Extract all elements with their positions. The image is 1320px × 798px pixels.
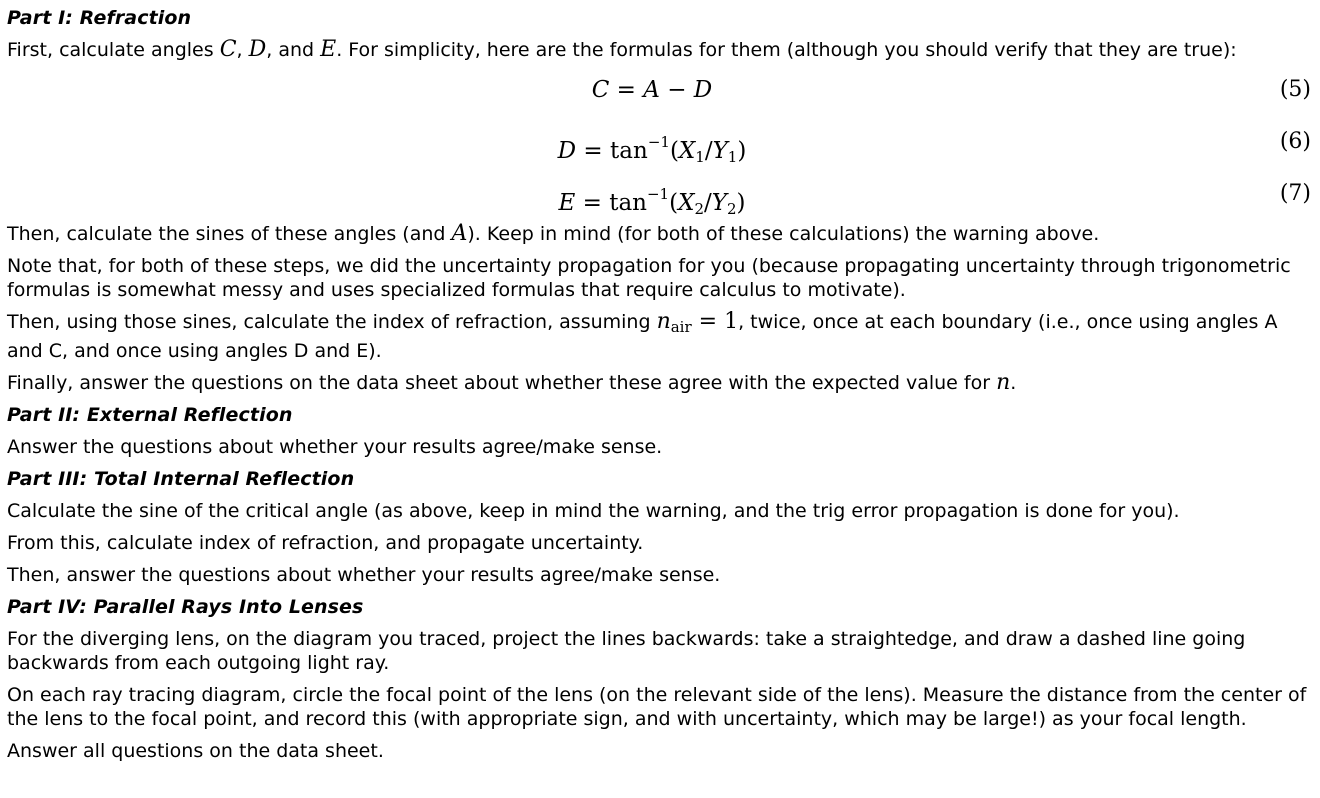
part2-text: Answer the questions about whether your results agree/make sense.	[7, 436, 663, 458]
part1-note: Note that, for both of these steps, we did the uncertainty propagation for you (because propagating uncertainty through trigonometric formulas is somewhat messy and uses specialized formulas that require calculus to motivate).	[7, 255, 1291, 301]
part4-heading: Part IV: Parallel Rays Into Lenses	[7, 596, 364, 618]
part1-final: Finally, answer the questions on the data sheet about whether these agree with the expected value for n.	[7, 370, 1017, 395]
part4-text3: Answer all questions on the data sheet.	[7, 740, 384, 762]
document-body	[7, 6, 1313, 771]
part1-index: Then, using those sines, calculate the index of refraction, assuming $n_{air} = 1$, twice, once at each boundary (i.e., once using angles A and C, and once using angles D and E).	[7, 309, 1278, 362]
part3-text2: From this, calculate index of refraction, and propagate uncertainty.	[7, 532, 644, 554]
part1-heading: Part I: Refraction	[7, 7, 192, 29]
equation-number: (6)	[1279, 129, 1311, 154]
equation-number: (5)	[1279, 77, 1311, 102]
part1-intro: First, calculate angles C, D, and E. For simplicity, here are the formulas for them (although you should verify that they are true):	[7, 37, 1237, 62]
equation-7: $E = \tan^{-1}(X_2/Y_2)$ (7)	[7, 170, 1313, 222]
part3-heading: Part III: Total Internal Reflection	[7, 468, 355, 490]
part4-text2: On each ray tracing diagram, circle the focal point of the lens (on the relevant side of the lens). Measure the distance from the center of the lens to the focal point, and record this (with appropriate sign, and with uncertainty, which may be large!) as your focal length.	[7, 684, 1307, 730]
equation-number: (7)	[1279, 181, 1311, 206]
part4-text1: For the diverging lens, on the diagram you traced, project the lines backwards: take a straightedge, and draw a dashed line going backwards from each outgoing light ray.	[7, 628, 1246, 674]
part1-sines: Then, calculate the sines of these angles (and A). Keep in mind (for both of these calculations) the warning above.	[7, 221, 1100, 246]
equation-5: C = A − D (5)	[7, 66, 1313, 118]
part3-text1: Calculate the sine of the critical angle (as above, keep in mind the warning, and the trig error propagation is done for you).	[7, 500, 1180, 522]
part3-text3: Then, answer the questions about whether your results agree/make sense.	[7, 564, 721, 586]
part2-heading: Part II: External Reflection	[7, 404, 293, 426]
equation-6: $D = \tan^{-1}(X_1/Y_1)$ (6)	[7, 118, 1313, 170]
